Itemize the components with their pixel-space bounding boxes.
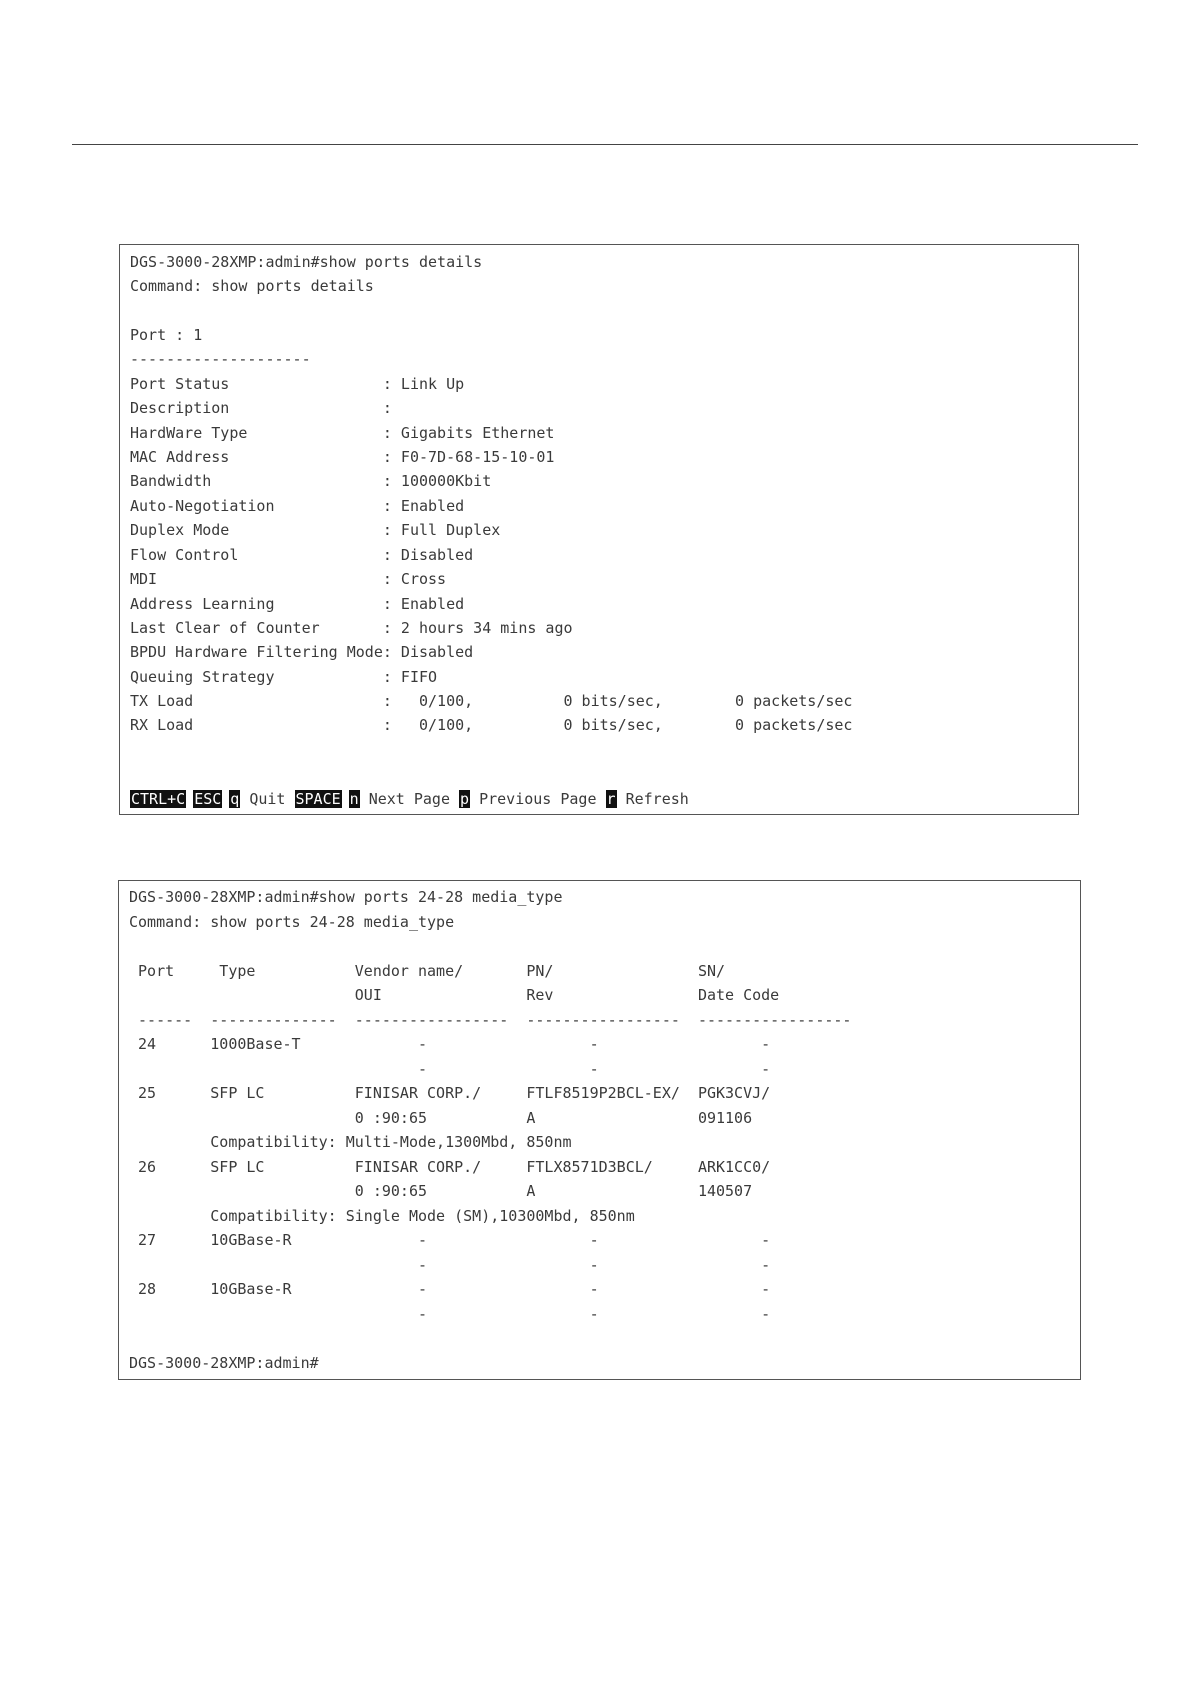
- terminal-line: Description :: [130, 399, 392, 417]
- table-row: 25 SFP LC FINISAR CORP./ FTLF8519P2BCL-EX/ PGK3CVJ/: [129, 1084, 771, 1102]
- refresh-label: Refresh: [616, 790, 689, 808]
- key-ctrl-c[interactable]: CTRL+C: [131, 790, 186, 808]
- table-row: 0 :90:65 A 091106: [129, 1109, 753, 1127]
- key-r[interactable]: r: [606, 790, 616, 808]
- terminal-line: DGS-3000-28XMP:admin#show ports details: [130, 253, 483, 271]
- terminal-line: Queuing Strategy : FIFO: [130, 668, 438, 686]
- table-row: - - -: [129, 1060, 771, 1078]
- terminal-line: DGS-3000-28XMP:admin#show ports 24-28 media_type: [129, 888, 563, 906]
- key-space[interactable]: SPACE: [295, 790, 341, 808]
- command-prompt[interactable]: DGS-3000-28XMP:admin#: [129, 1354, 319, 1372]
- table-row: - - -: [129, 1305, 771, 1323]
- table-row: - - -: [129, 1256, 771, 1274]
- terminal-line: Flow Control : Disabled: [130, 546, 474, 564]
- key-q[interactable]: q: [230, 790, 240, 808]
- table-separator: ------ -------------- ----------------- ----------------- -----------------: [129, 1011, 852, 1029]
- header-rule: [72, 144, 1138, 145]
- terminal-show-ports-media-type: [118, 880, 1081, 1380]
- table-header-row: Port Type Vendor name/ PN/ SN/: [129, 962, 726, 980]
- terminal-line: Command: show ports details: [130, 277, 374, 295]
- table-row: 28 10GBase-R - - -: [129, 1280, 771, 1298]
- terminal-line: HardWare Type : Gigabits Ethernet: [130, 424, 555, 442]
- previous-page-label: Previous Page: [470, 790, 606, 808]
- key-esc[interactable]: ESC: [194, 790, 222, 808]
- terminal-line: --------------------: [130, 350, 311, 368]
- table-header-row: OUI Rev Date Code: [129, 986, 780, 1004]
- terminal-line: RX Load : 0/100, 0 bits/sec, 0 packets/sec: [130, 716, 853, 734]
- terminal-line: MDI : Cross: [130, 570, 447, 588]
- key-p[interactable]: p: [460, 790, 470, 808]
- terminal-line: Bandwidth : 100000Kbit: [130, 472, 492, 490]
- terminal-line: TX Load : 0/100, 0 bits/sec, 0 packets/sec: [130, 692, 853, 710]
- terminal-line: Port Status : Link Up: [130, 375, 465, 393]
- quit-label: Quit: [240, 790, 295, 808]
- terminal-line: Auto-Negotiation : Enabled: [130, 497, 465, 515]
- terminal-line: Address Learning : Enabled: [130, 595, 465, 613]
- table-row: 24 1000Base-T - - -: [129, 1035, 771, 1053]
- terminal-line: MAC Address : F0-7D-68-15-10-01: [130, 448, 555, 466]
- terminal-line: BPDU Hardware Filtering Mode: Disabled: [130, 643, 474, 661]
- key-n[interactable]: n: [349, 790, 359, 808]
- table-row: 0 :90:65 A 140507: [129, 1182, 753, 1200]
- table-row: Compatibility: Single Mode (SM),10300Mbd, 850nm: [129, 1207, 635, 1225]
- terminal-footer-keys: [130, 789, 689, 809]
- terminal-show-ports-details: [119, 244, 1079, 815]
- terminal-line: Last Clear of Counter : 2 hours 34 mins ago: [130, 619, 573, 637]
- table-row: Compatibility: Multi-Mode,1300Mbd, 850nm: [129, 1133, 572, 1151]
- table-row: 26 SFP LC FINISAR CORP./ FTLX8571D3BCL/ ARK1CC0/: [129, 1158, 771, 1176]
- table-row: 27 10GBase-R - - -: [129, 1231, 771, 1249]
- terminal-line: Command: show ports 24-28 media_type: [129, 913, 455, 931]
- terminal-line: Port : 1: [130, 326, 203, 344]
- terminal-line: Duplex Mode : Full Duplex: [130, 521, 501, 539]
- next-page-label: Next Page: [359, 790, 460, 808]
